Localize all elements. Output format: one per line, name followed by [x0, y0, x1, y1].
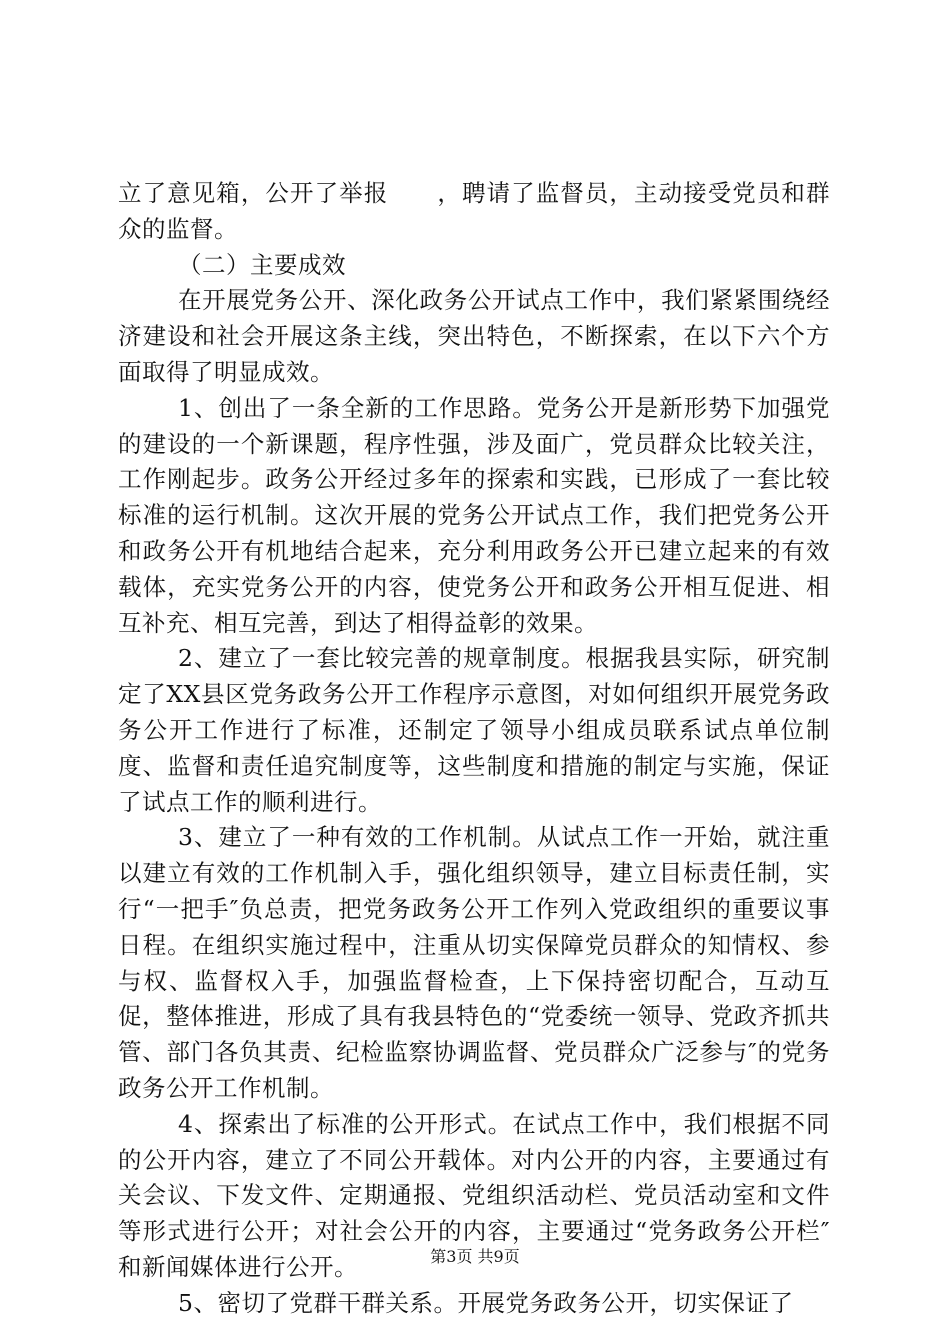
paragraph-item-1: 1、创出了一条全新的工作思路。党务公开是新形势下加强党的建设的一个新课题，程序性强，涉及面广，党员群众比较关注，工作刚起步。政务公开经过多年的探索和实践，已形成了一套比较标准的运行机制。这次开展的党务公开试点工作，我们把党务公开和政务公开有机地结合起来，充分利用政务公开已建立起来的有效载体，充实党务公开的内容，使党务公开和政务公开相互促进、相互补充、相互完善，到达了相得益彰的效果。	[118, 393, 830, 637]
paragraph-item-4: 4、探索出了标准的公开形式。在试点工作中，我们根据不同的公开内容，建立了不同公开载体。对内公开的内容，主要通过有关会议、下发文件、定期通报、党组织活动栏、党员活动室和文件等形式进行公开；对社会公开的内容，主要通过“党务政务公开栏″和新闻媒体进行公开。	[118, 1109, 830, 1281]
paragraph-item-2: 2、建立了一套比较完善的规章制度。根据我县实际，研究制定了XX县区党务政务公开工作程序示意图，对如何组织开展党务政务公开工作进行了标准，还制定了领导小组成员联系试点单位制度、监督和责任追究制度等，这些制度和措施的制定与实施，保证了试点工作的顺利进行。	[118, 644, 830, 816]
paragraph-continuation: 立了意见箱，公开了举报 ，聘请了监督员，主动接受党员和群众的监督。	[118, 179, 830, 243]
paragraph-item-3: 3、建立了一种有效的工作机制。从试点工作一开始，就注重以建立有效的工作机制入手，强化组织领导，建立目标责任制，实行“一把手″负总责，把党务政务公开工作列入党政组织的重要议事日程。在组织实施过程中，注重从切实保障党员群众的知情权、参与权、监督权入手，加强监督检查，上下保持密切配合，互动互促，整体推进，形成了具有我县特色的“党委统一领导、党政齐抓共管、部门各负其责、纪检监察协调监督、党员群众广泛参与″的党务政务公开工作机制。	[118, 823, 830, 1102]
document-body	[118, 176, 830, 1322]
page-number-footer: 第3页 共9页	[430, 1247, 520, 1266]
paragraph-intro: 在开展党务公开、深化政务公开试点工作中，我们紧紧围绕经济建设和社会开展这条主线，突出特色，不断探索，在以下六个方面取得了明显成效。	[118, 286, 830, 386]
section-heading-main-results: （二）主要成效	[178, 250, 346, 279]
paragraph-item-5: 5、密切了党群干群关系。开展党务政务公开，切实保证了	[178, 1288, 794, 1317]
